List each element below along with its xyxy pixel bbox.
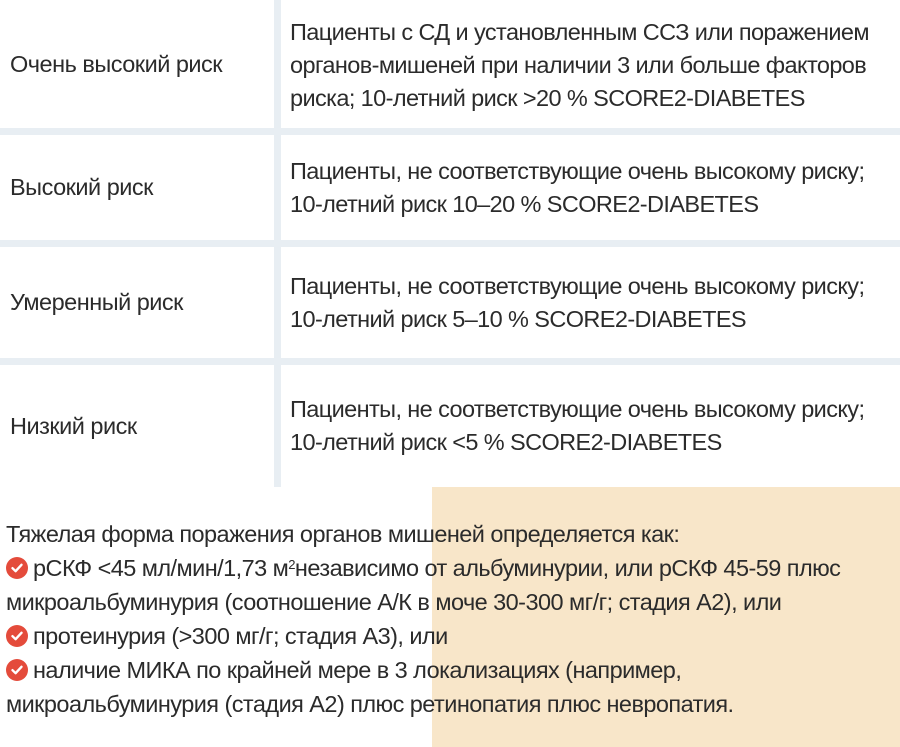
list-item: рСКФ <45 мл/мин/1,73 м $^2$ независимо от альбуминурии, или рСКФ 45-59 плюс <box>6 551 896 585</box>
risk-description-line: Пациенты с СД и установленным ССЗ или поражением <box>290 18 869 45</box>
list-item-text: наличие МИКА по крайней мере в 3 локализациях (например, <box>33 657 682 683</box>
column-divider <box>274 247 281 358</box>
list-item-text: независимо от альбуминурии, или рСКФ 45-59 плюс <box>294 555 841 581</box>
check-circle-icon <box>6 557 28 579</box>
risk-row-very-high <box>0 0 900 128</box>
risk-row-high <box>0 135 900 240</box>
row-divider <box>0 128 900 135</box>
risk-row-low <box>0 365 900 487</box>
column-divider <box>274 0 281 128</box>
check-circle-icon <box>6 625 28 647</box>
risk-description <box>281 0 900 128</box>
check-circle-icon <box>6 659 28 681</box>
risk-level-label: Низкий риск <box>10 412 137 439</box>
risk-level-label: Высокий риск <box>10 174 153 200</box>
list-item-continuation: микроальбуминурия (соотношение А/К в моче 30-300 мг/г; стадия А2), или <box>6 589 782 615</box>
risk-description-line: Пациенты, не соответствующие очень высокому риску; <box>290 396 865 422</box>
list-item-text: протеинурия (>300 мг/г; стадия А3), или <box>33 623 448 649</box>
risk-description-line: органов-мишеней при наличии 3 или больше факторов <box>290 51 867 78</box>
row-divider <box>0 358 900 365</box>
list-item-continuation: микроальбуминурия (стадия А2) плюс ретинопатия плюс невропатия. <box>6 691 734 717</box>
risk-description <box>281 365 900 487</box>
row-divider <box>0 240 900 247</box>
risk-description-line: 10-летний риск <5 % SCORE2-DIABETES <box>290 429 722 455</box>
list-item <box>6 653 896 687</box>
list-item-text: рСКФ <45 мл/мин/1,73 м <box>33 555 289 581</box>
risk-description-line: 10-летний риск 10–20 % SCORE2-DIABETES <box>290 190 759 217</box>
column-divider <box>274 135 281 240</box>
risk-description-line: риска; 10-летний риск >20 % SCORE2-DIABETES <box>290 84 805 111</box>
notes-heading: Тяжелая форма поражения органов мишеней определяется как: <box>6 521 680 547</box>
risk-level-label: Умеренный риск <box>10 289 183 315</box>
notes-text <box>6 517 896 721</box>
risk-description-line: 10-летний риск 5–10 % SCORE2-DIABETES <box>290 305 746 332</box>
risk-description-line: Пациенты, не соответствующие очень высокому риску; <box>290 272 865 299</box>
risk-description <box>281 247 900 358</box>
risk-description-line: Пациенты, не соответствующие очень высокому риску; <box>290 157 865 184</box>
risk-description <box>281 135 900 240</box>
severe-damage-notes <box>0 487 900 747</box>
risk-row-moderate <box>0 247 900 358</box>
column-divider <box>274 365 281 487</box>
list-item <box>6 619 896 653</box>
risk-level-label: Очень высокий риск <box>10 50 223 77</box>
